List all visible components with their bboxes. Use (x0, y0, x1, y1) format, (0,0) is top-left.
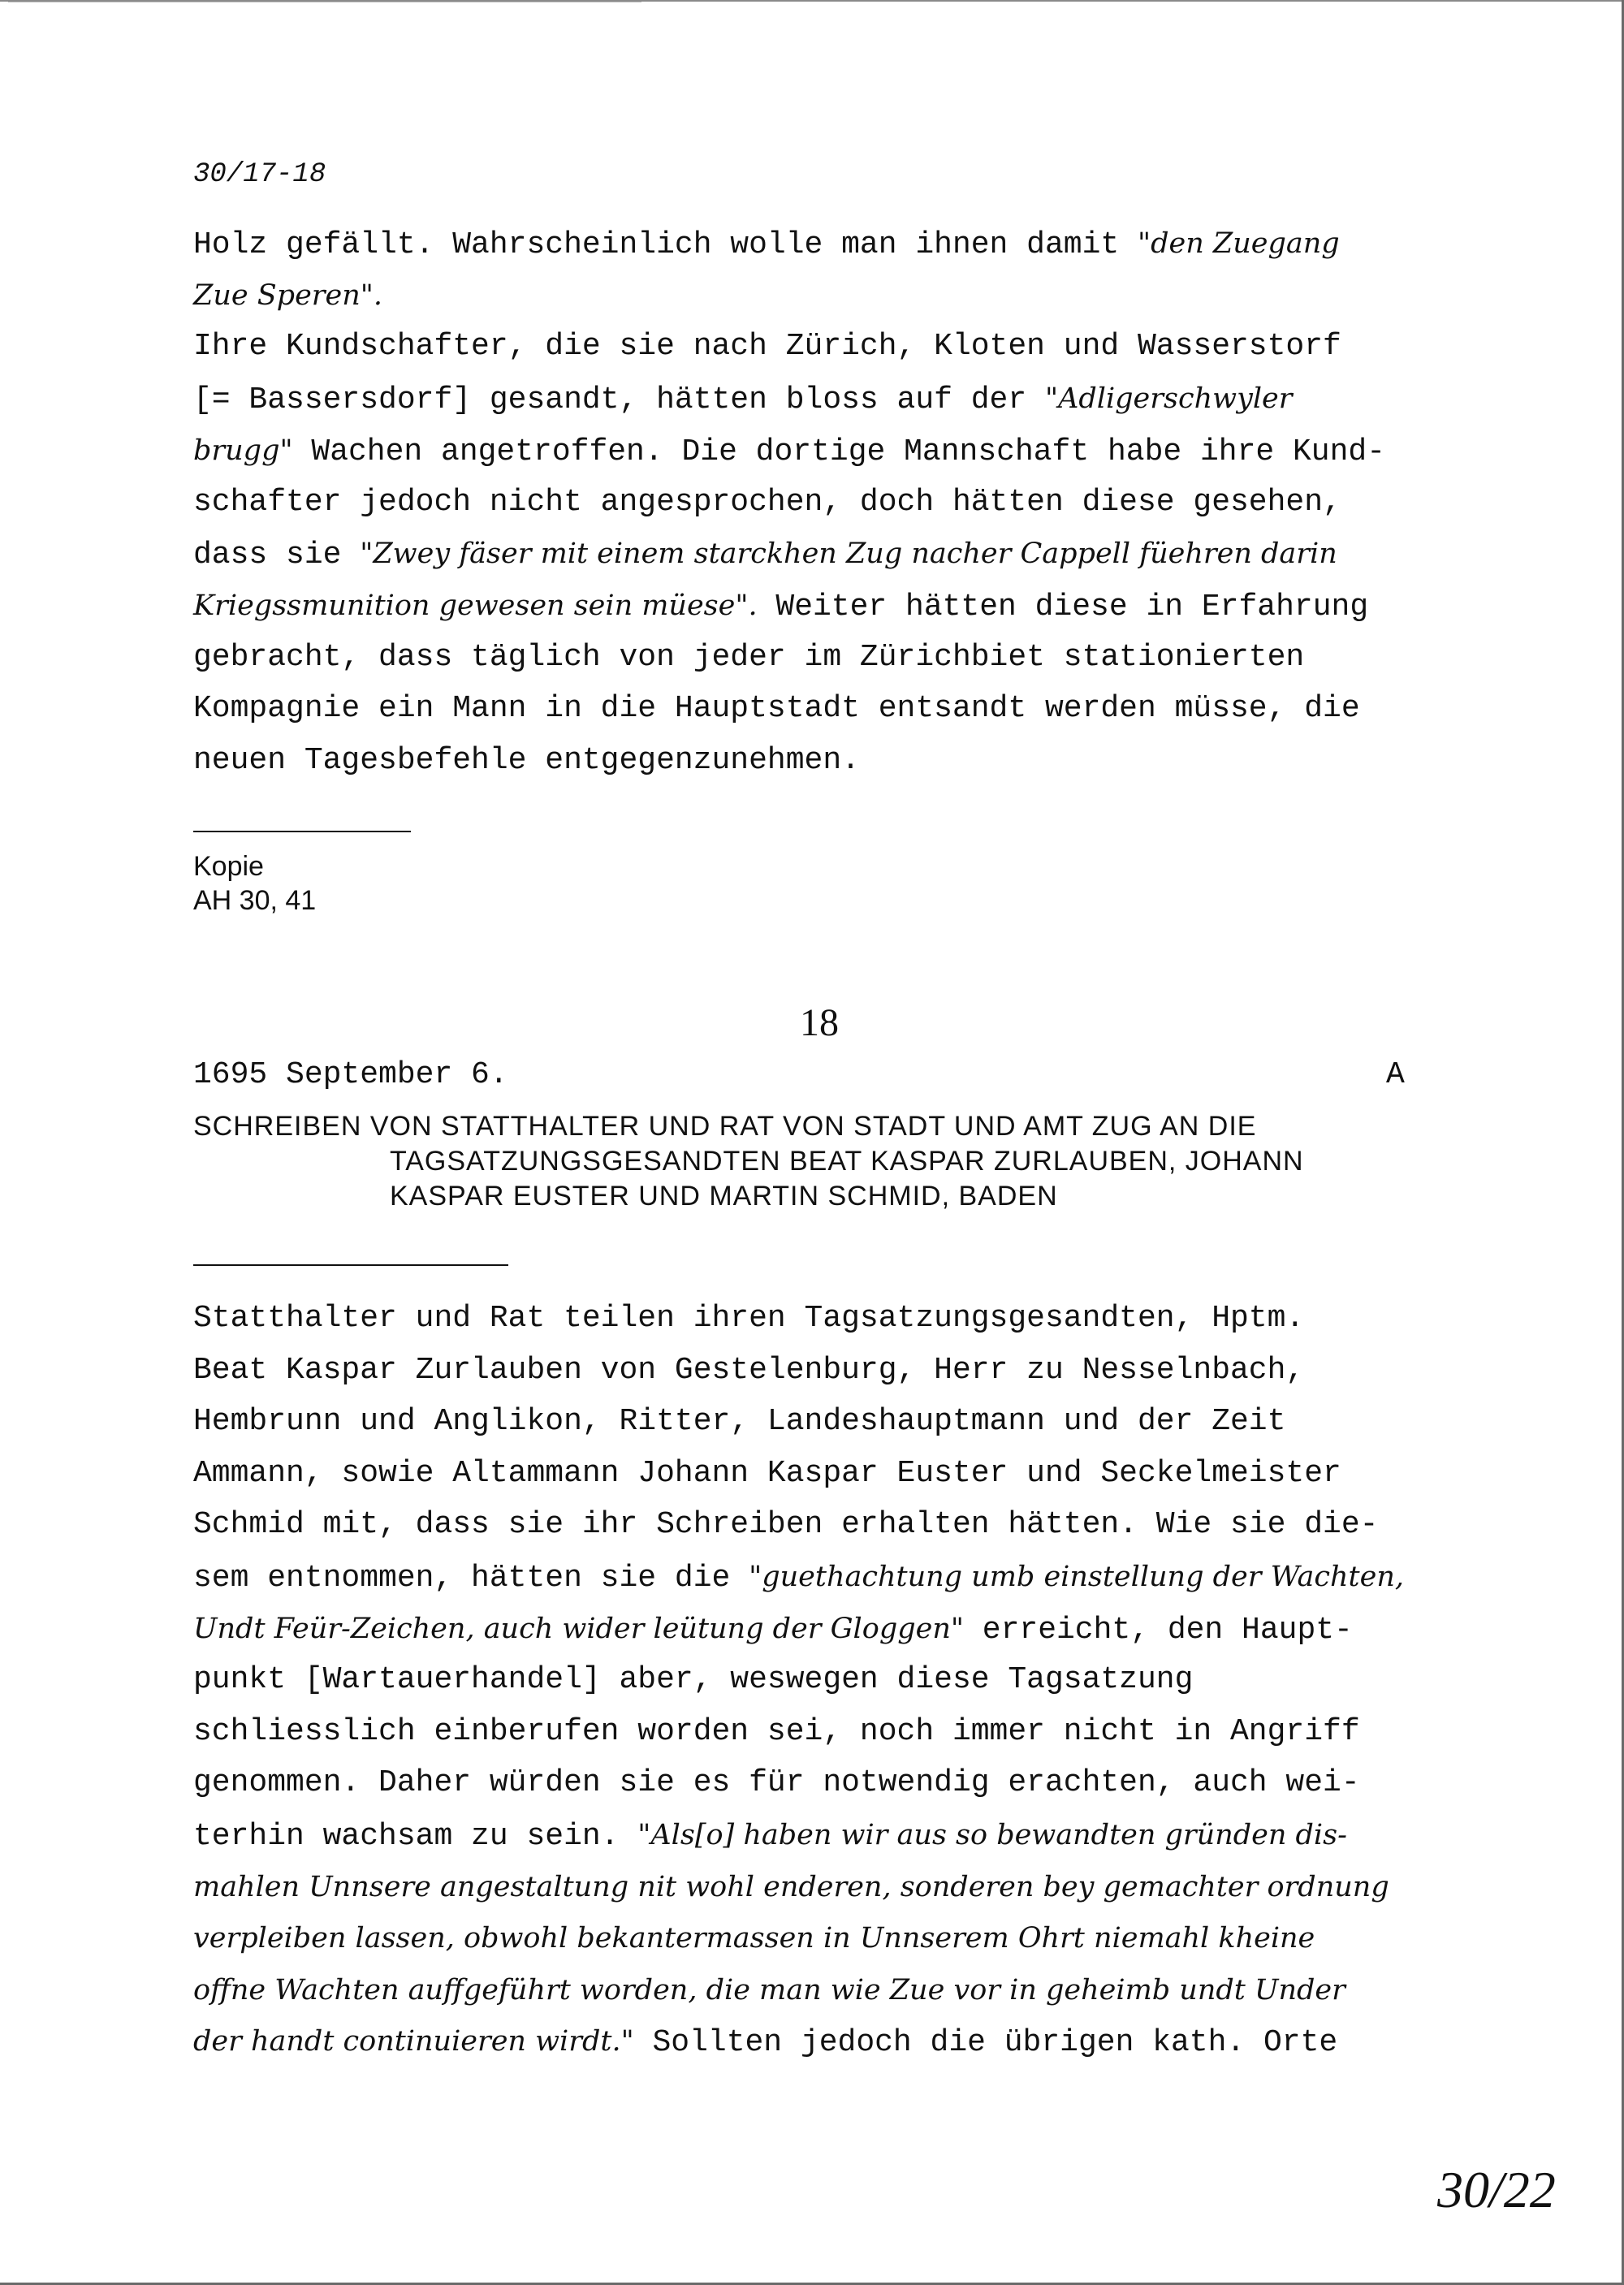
summary-text: neuen Tagesbefehle entgegenzunehmen. (193, 743, 860, 778)
source-kind: Kopie (193, 851, 264, 882)
text-line (193, 1352, 1304, 1389)
quoted-source-text: Kriegssmunition gewesen sein müese". (193, 589, 758, 622)
text-line (193, 1300, 1304, 1337)
text-line (193, 1920, 1315, 1959)
text-line (193, 1558, 1404, 1597)
text-line (193, 690, 1360, 728)
text-line (193, 484, 1341, 521)
summary-text: Hembrunn und Anglikon, Ritter, Landeshauptmann und der Zeit (193, 1404, 1286, 1440)
text-line (193, 1713, 1360, 1751)
summary-text: schliesslich einberufen worden sei, noch immer nicht in Angriff (193, 1713, 1360, 1749)
document-reference: 30/17-18 (193, 159, 326, 190)
document-number: 18 (800, 1001, 839, 1044)
summary-text: dass sie (193, 538, 361, 573)
summary-text: erreicht, den Haupt- (963, 1612, 1353, 1648)
summary-text: sem entnommen, hätten sie die (193, 1561, 749, 1596)
summary-text: Ihre Kundschafter, die sie nach Zürich, Kloten und Wasserstorf (193, 329, 1341, 365)
text-line (193, 1816, 1347, 1855)
document-title-line-1: SCHREIBEN VON STATTHALTER UND RAT VON STADT UND AMT ZUG AN DIE (193, 1111, 1257, 1142)
text-line (193, 2023, 1337, 2062)
quoted-source-text: "guethachtung umb einstellung der Wachten, (749, 1561, 1404, 1593)
quoted-source-text: Zue Speren". (193, 279, 383, 312)
text-line (193, 1403, 1285, 1441)
text-line (193, 225, 1340, 264)
text-line (193, 1661, 1193, 1699)
quoted-source-text: "Zwey fäser mit einem starckhen Zug nacher Cappell füehren darin (360, 538, 1337, 571)
summary-text: punkt [Wartauerhandel] aber, weswegen diese Tagsatzung (193, 1662, 1194, 1698)
summary-text: schafter jedoch nicht angesprochen, doch hätten diese gesehen, (193, 484, 1341, 520)
title-divider (193, 1264, 508, 1266)
quoted-source-text: "den Zuegang (1138, 227, 1340, 260)
text-line (193, 432, 1385, 471)
source-archive: AH 30, 41 (193, 885, 317, 916)
summary-text: terhin wachsam zu sein. (193, 1819, 638, 1854)
page-number: 30/22 (1437, 2161, 1556, 2218)
text-line (193, 1972, 1345, 2011)
summary-text: Schmid mit, dass sie ihr Schreiben erhalten hätten. Wie sie die- (193, 1507, 1379, 1543)
text-line (193, 639, 1304, 676)
document-class-letter: A (1386, 1057, 1405, 1092)
source-divider (193, 831, 411, 832)
summary-text: Sollten jedoch die übrigen kath. Orte (633, 2025, 1338, 2061)
text-line (193, 535, 1337, 574)
text-line (193, 742, 860, 780)
document-date: 1695 September 6. (193, 1057, 508, 1092)
text-line (193, 277, 382, 316)
text-line (193, 1455, 1341, 1492)
quoted-source-text: verpleiben lassen, obwohl bekantermassen in Unnserem Ohrt niemahl kheine (193, 1922, 1315, 1955)
quoted-source-text: offne Wachten auffgeführt worden, die man wie Zue vor in geheimb undt Under (193, 1973, 1345, 2006)
summary-text: Ammann, sowie Altammann Johann Kaspar Euster und Seckelmeister (193, 1455, 1341, 1491)
text-line (193, 1868, 1389, 1907)
summary-text: Holz gefällt. Wahrscheinlich wolle man ihnen damit (193, 227, 1138, 262)
summary-text: genommen. Daher würden sie es für notwendig erachten, auch wei- (193, 1765, 1360, 1801)
summary-text: [= Bassersdorf] gesandt, hätten bloss auf der (193, 382, 1045, 418)
quoted-source-text: "Adligerschwyler (1044, 382, 1293, 416)
summary-text: Weiter hätten diese in Erfahrung (757, 589, 1369, 624)
quoted-source-text: "Als[o] haben wir aus so bewandten gründen dis- (637, 1819, 1347, 1851)
text-line (193, 1610, 1353, 1649)
text-line (193, 380, 1292, 419)
text-line (193, 1765, 1360, 1802)
quoted-source-text: mahlen Unnsere angestaltung nit wohl enderen, sonderen bey gemachter ordnung (193, 1870, 1389, 1903)
text-line (193, 328, 1341, 365)
document-title-line-2: TAGSATZUNGSGESANDTEN BEAT KASPAR ZURLAUBEN, JOHANN (390, 1146, 1304, 1177)
summary-text: Wachen angetroffen. Die dortige Mannschaft habe ihre Kund- (292, 434, 1386, 469)
summary-text: gebracht, dass täglich von jeder im Zürichbiet stationierten (193, 639, 1305, 675)
quoted-source-text: brugg" (193, 434, 293, 467)
text-line (193, 1506, 1378, 1544)
summary-text: Beat Kaspar Zurlauben von Gestelenburg, Herr zu Nesselnbach, (193, 1352, 1305, 1388)
quoted-source-text: der handt continuieren wirdt." (193, 2025, 634, 2058)
summary-text: Kompagnie ein Mann in die Hauptstadt entsandt werden müsse, die (193, 691, 1360, 727)
quoted-source-text: Undt Feür-Zeichen, auch wider leütung der Gloggen" (193, 1612, 964, 1645)
text-line (193, 587, 1368, 626)
document-title-line-3: KASPAR EUSTER UND MARTIN SCHMID, BADEN (390, 1181, 1058, 1212)
summary-text: Statthalter und Rat teilen ihren Tagsatzungsgesandten, Hptm. (193, 1301, 1305, 1336)
